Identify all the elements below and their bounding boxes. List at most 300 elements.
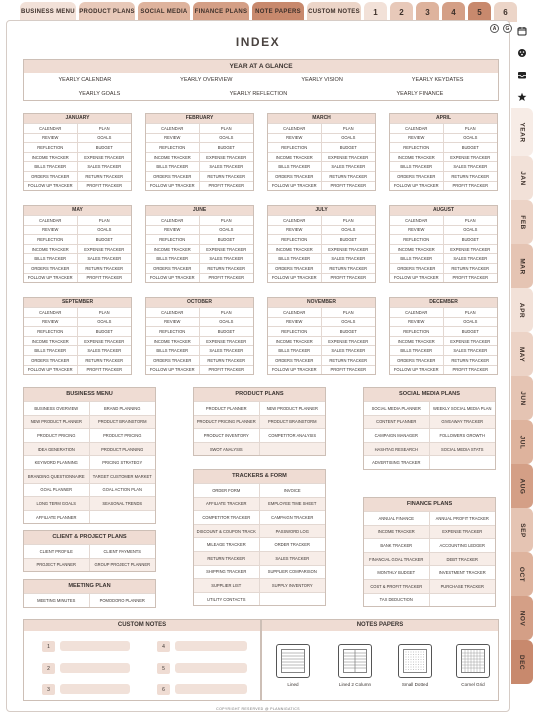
month-link-plan[interactable]: PLAN [322,307,376,317]
month-link-orders-tracker[interactable]: ORDERS TRACKER [146,171,200,181]
month-link-budget[interactable]: BUDGET [78,142,132,152]
link-yearly-keydates[interactable]: YEARLY KEYDATES [411,77,464,83]
month-link-income-tracker[interactable]: INCOME TRACKER [268,244,322,254]
month-link-plan[interactable]: PLAN [78,123,132,133]
custom-note-4-field[interactable] [175,641,247,651]
month-link-goals[interactable]: GOALS [444,133,498,143]
side-tab-sep[interactable]: SEP [511,508,533,552]
month-link-review[interactable]: REVIEW [146,225,200,235]
social-media-link-advertising-tracker[interactable]: ADVERTISING TRACKER [364,455,430,469]
month-link-profit-tracker[interactable]: PROFIT TRACKER [444,273,498,283]
month-link-review[interactable]: REVIEW [24,225,78,235]
social-media-link-weekly-social-media-plan[interactable]: WEEKLY SOCIAL MEDIA PLAN [430,401,496,415]
month-link-review[interactable]: REVIEW [24,317,78,327]
client-project-link-client-profile[interactable]: CLIENT PROFILE [24,544,90,558]
month-link-income-tracker[interactable]: INCOME TRACKER [268,152,322,162]
month-link-income-tracker[interactable]: INCOME TRACKER [24,336,78,346]
month-link-income-tracker[interactable]: INCOME TRACKER [390,152,444,162]
month-link-budget[interactable]: BUDGET [78,234,132,244]
link-yearly-calendar[interactable]: YEARLY CALENDAR [58,77,112,83]
month-link-follow-up-tracker[interactable]: FOLLOW UP TRACKER [24,365,78,375]
tab-note-5[interactable]: 5 [468,2,491,22]
month-link-bills-tracker[interactable]: BILLS TRACKER [24,345,78,355]
month-link-expense-tracker[interactable]: EXPENSE TRACKER [78,244,132,254]
side-tab-dec[interactable]: DEC [511,640,533,684]
business-menu-link-brand-planning[interactable]: BRAND PLANNING [90,401,156,415]
month-link-return-tracker[interactable]: RETURN TRACKER [444,355,498,365]
finance-plans-link-accounting-ledger[interactable]: ACCOUNTING LEDGER [430,538,496,552]
business-menu-link-long-term-goals[interactable]: LONG TERM GOALS [24,496,90,510]
month-link-return-tracker[interactable]: RETURN TRACKER [200,171,254,181]
month-link-follow-up-tracker[interactable]: FOLLOW UP TRACKER [146,181,200,191]
month-link-plan[interactable]: PLAN [444,307,498,317]
side-tab-oct[interactable]: OCT [511,552,533,596]
month-link-goals[interactable]: GOALS [200,317,254,327]
trackers-form-link-supplier-list[interactable]: SUPPLIER LIST [194,578,260,592]
month-link-plan[interactable]: PLAN [444,215,498,225]
month-link-budget[interactable]: BUDGET [444,142,498,152]
month-link-bills-tracker[interactable]: BILLS TRACKER [268,253,322,263]
month-link-return-tracker[interactable]: RETURN TRACKER [322,355,376,365]
month-link-plan[interactable]: PLAN [78,307,132,317]
finance-plans-link-debt-tracker[interactable]: DEBT TRACKER [430,552,496,566]
month-link-orders-tracker[interactable]: ORDERS TRACKER [24,171,78,181]
finance-plans-link-monthly-budget[interactable]: MONTHLY BUDGET [364,565,430,579]
trackers-form-link-discount-coupon-track[interactable]: DISCOUNT & COUPON TRACK [194,524,260,538]
month-link-return-tracker[interactable]: RETURN TRACKER [200,263,254,273]
month-title[interactable]: APRIL [390,114,497,123]
month-link-income-tracker[interactable]: INCOME TRACKER [24,244,78,254]
month-title[interactable]: FEBRUARY [146,114,253,123]
a-icon[interactable]: A [490,24,499,33]
month-link-expense-tracker[interactable]: EXPENSE TRACKER [322,152,376,162]
month-link-income-tracker[interactable]: INCOME TRACKER [146,244,200,254]
side-tab-jun[interactable]: JUN [511,376,533,420]
month-link-profit-tracker[interactable]: PROFIT TRACKER [322,181,376,191]
month-link-orders-tracker[interactable]: ORDERS TRACKER [146,355,200,365]
month-link-follow-up-tracker[interactable]: FOLLOW UP TRACKER [268,365,322,375]
month-link-profit-tracker[interactable]: PROFIT TRACKER [78,273,132,283]
month-link-sales-tracker[interactable]: SALES TRACKER [78,161,132,171]
month-title[interactable]: JULY [268,206,375,215]
month-title[interactable]: SEPTEMBER [24,298,131,307]
month-link-reflection[interactable]: REFLECTION [146,142,200,152]
month-link-profit-tracker[interactable]: PROFIT TRACKER [200,273,254,283]
month-link-income-tracker[interactable]: INCOME TRACKER [24,152,78,162]
month-link-calendar[interactable]: CALENDAR [24,307,78,317]
month-link-budget[interactable]: BUDGET [200,234,254,244]
month-link-return-tracker[interactable]: RETURN TRACKER [200,355,254,365]
month-link-orders-tracker[interactable]: ORDERS TRACKER [24,263,78,273]
custom-note-3-field[interactable] [60,684,130,694]
tab-note-6[interactable]: 6 [494,2,517,22]
month-link-bills-tracker[interactable]: BILLS TRACKER [390,345,444,355]
month-link-expense-tracker[interactable]: EXPENSE TRACKER [78,336,132,346]
product-plans-link-competitor-analysis[interactable]: COMPETITOR ANALYSIS [260,428,326,442]
month-link-return-tracker[interactable]: RETURN TRACKER [78,171,132,181]
month-link-sales-tracker[interactable]: SALES TRACKER [322,161,376,171]
month-link-profit-tracker[interactable]: PROFIT TRACKER [322,365,376,375]
business-menu-link-target-customer-market[interactable]: TARGET CUSTOMER MARKET [90,469,156,483]
month-link-expense-tracker[interactable]: EXPENSE TRACKER [322,244,376,254]
side-tab-mar[interactable]: MAR [511,244,533,288]
side-tab-may[interactable]: MAY [511,332,533,376]
star-icon[interactable] [511,86,533,108]
month-link-profit-tracker[interactable]: PROFIT TRACKER [322,273,376,283]
month-link-sales-tracker[interactable]: SALES TRACKER [322,345,376,355]
custom-notes [23,619,261,701]
meeting-plan-link-meeting-minutes[interactable]: MEETING MINUTES [24,593,90,607]
client-project-link-group-project-planner[interactable]: GROUP PROJECT PLANNER [90,558,156,572]
month-link-sales-tracker[interactable]: SALES TRACKER [444,161,498,171]
trackers-form-link-shipping-tracker[interactable]: SHIPPING TRACKER [194,565,260,579]
month-link-plan[interactable]: PLAN [78,215,132,225]
inbox-icon[interactable] [511,64,533,86]
trackers-form-link-order-tracker[interactable]: ORDER TRACKER [260,537,326,551]
month-link-reflection[interactable]: REFLECTION [390,142,444,152]
month-link-review[interactable]: REVIEW [390,225,444,235]
month-link-reflection[interactable]: REFLECTION [24,142,78,152]
month-link-review[interactable]: REVIEW [390,317,444,327]
month-link-orders-tracker[interactable]: ORDERS TRACKER [146,263,200,273]
finance-plans-link-purchase-tracker[interactable]: PURCHASE TRACKER [430,579,496,593]
tab-product-plans[interactable]: PRODUCT PLANS [79,2,135,22]
trackers-form-link-affiliate-tracker[interactable]: AFFILIATE TRACKER [194,497,260,511]
business-menu-link-seasonal-trends[interactable]: SEASONAL TRENDS [90,496,156,510]
month-link-sales-tracker[interactable]: SALES TRACKER [200,253,254,263]
side-tab-year[interactable]: YEAR [511,108,533,156]
month-link-bills-tracker[interactable]: BILLS TRACKER [390,253,444,263]
paper-lined-2-column-label: Lined 2 Column [338,682,372,687]
month-link-return-tracker[interactable]: RETURN TRACKER [322,263,376,273]
finance-plans-link-financial-goal-tracker[interactable]: FINANCIAL GOAL TRACKER [364,552,430,566]
trackers-form-link-employee-time-sheet[interactable]: EMPLOYEE TIME SHEET [260,497,326,511]
tab-note-3[interactable]: 3 [416,2,439,22]
product-plans-link-new-product-planner[interactable]: NEW PRODUCT PLANNER [260,401,326,415]
trackers-form-link-return-tracker[interactable]: RETURN TRACKER [194,551,260,565]
month-title[interactable]: MARCH [268,114,375,123]
month-link-profit-tracker[interactable]: PROFIT TRACKER [444,181,498,191]
business-menu-link-pricing-strategy[interactable]: PRICING STRATEGY [90,455,156,469]
paper-lined-icon[interactable] [276,644,310,678]
month-link-bills-tracker[interactable]: BILLS TRACKER [268,345,322,355]
month-link-expense-tracker[interactable]: EXPENSE TRACKER [322,336,376,346]
month-title[interactable]: JANUARY [24,114,131,123]
business-menu-link-business-overview[interactable]: BUSINESS OVERVIEW [24,401,90,415]
month-link-bills-tracker[interactable]: BILLS TRACKER [390,161,444,171]
trackers-form-link-supplier-comparison[interactable]: SUPPLIER COMPARISON [260,565,326,579]
month-link-budget[interactable]: BUDGET [322,326,376,336]
month-link-goals[interactable]: GOALS [200,133,254,143]
business-menu-link-branding-questionnaire[interactable]: BRANDING QUESTIONNAIRE [24,469,90,483]
month-link-review[interactable]: REVIEW [268,317,322,327]
month-link-orders-tracker[interactable]: ORDERS TRACKER [390,171,444,181]
month-link-expense-tracker[interactable]: EXPENSE TRACKER [444,244,498,254]
month-link-calendar[interactable]: CALENDAR [24,215,78,225]
month-link-return-tracker[interactable]: RETURN TRACKER [78,355,132,365]
link-yearly-reflection[interactable]: YEARLY REFLECTION [229,91,288,97]
month-link-reflection[interactable]: REFLECTION [390,326,444,336]
side-tab-apr[interactable]: APR [511,288,533,332]
social-media-link-hashtag-research[interactable]: HASHTAG RESEARCH [364,442,430,456]
custom-note-2-field[interactable] [60,663,130,673]
palette-icon[interactable] [511,42,533,64]
side-tab-aug[interactable]: AUG [511,464,533,508]
business-menu-link-new-product-planner[interactable]: NEW PRODUCT PLANNER [24,415,90,429]
month-link-follow-up-tracker[interactable]: FOLLOW UP TRACKER [268,273,322,283]
month-link-review[interactable]: REVIEW [268,133,322,143]
trackers-form-link-sales-tracker[interactable]: SALES TRACKER [260,551,326,565]
business-menu-link-product-pricing[interactable]: PRODUCT PRICING [90,428,156,442]
finance-plans-link-tax-deduction[interactable]: TAX DEDUCTION [364,593,430,607]
business-menu-link-affiliate-planner[interactable]: AFFILIATE PLANNER [24,510,90,524]
month-link-orders-tracker[interactable]: ORDERS TRACKER [268,355,322,365]
custom-note-1-field[interactable] [60,641,130,651]
month-link-sales-tracker[interactable]: SALES TRACKER [444,253,498,263]
month-link-orders-tracker[interactable]: ORDERS TRACKER [268,171,322,181]
month-link-goals[interactable]: GOALS [78,133,132,143]
month-link-income-tracker[interactable]: INCOME TRACKER [268,336,322,346]
month-link-reflection[interactable]: REFLECTION [146,326,200,336]
tab-note-2[interactable]: 2 [390,2,413,22]
month-link-budget[interactable]: BUDGET [200,326,254,336]
trackers-form-link-order-form[interactable]: ORDER FORM [194,483,260,497]
month-link-plan[interactable]: PLAN [444,123,498,133]
social-media-link-followers-growth[interactable]: FOLLOWERS GROWTH [430,428,496,442]
month-link-follow-up-tracker[interactable]: FOLLOW UP TRACKER [268,181,322,191]
month-link-review[interactable]: REVIEW [146,133,200,143]
month-title[interactable]: AUGUST [390,206,497,215]
paper-lined-2-column-icon[interactable] [338,644,372,678]
month-link-expense-tracker[interactable]: EXPENSE TRACKER [200,152,254,162]
month-link-profit-tracker[interactable]: PROFIT TRACKER [78,365,132,375]
month-link-income-tracker[interactable]: INCOME TRACKER [146,152,200,162]
month-link-bills-tracker[interactable]: BILLS TRACKER [24,253,78,263]
month-link-goals[interactable]: GOALS [444,317,498,327]
trackers-form-link-utility-contacts[interactable]: UTILITY CONTACTS [194,592,260,606]
month-link-plan[interactable]: PLAN [322,123,376,133]
month-title[interactable]: NOVEMBER [268,298,375,307]
product-plans-link-product-brainstorm[interactable]: PRODUCT BRAINSTORM [260,415,326,429]
month-link-return-tracker[interactable]: RETURN TRACKER [322,171,376,181]
month-link-sales-tracker[interactable]: SALES TRACKER [200,161,254,171]
tab-business-menu[interactable]: BUSINESS MENU [20,2,76,22]
month-link-calendar[interactable]: CALENDAR [268,215,322,225]
trackers-form-link-mileage-tracker[interactable]: MILEAGE TRACKER [194,537,260,551]
business-menu-link-keyword-planning[interactable]: KEYWORD PLANNING [24,455,90,469]
month-link-bills-tracker[interactable]: BILLS TRACKER [146,345,200,355]
tab-note-1[interactable]: 1 [364,2,387,22]
social-media-link-social-media-planner[interactable]: SOCIAL MEDIA PLANNER [364,401,430,415]
month-link-orders-tracker[interactable]: ORDERS TRACKER [390,355,444,365]
month-link-sales-tracker[interactable]: SALES TRACKER [322,253,376,263]
tab-social-media[interactable]: SOCIAL MEDIA [138,2,190,22]
month-link-return-tracker[interactable]: RETURN TRACKER [444,263,498,273]
month-link-reflection[interactable]: REFLECTION [268,234,322,244]
month-link-bills-tracker[interactable]: BILLS TRACKER [146,253,200,263]
month-link-plan[interactable]: PLAN [200,123,254,133]
tab-note-4[interactable]: 4 [442,2,465,22]
month-link-expense-tracker[interactable]: EXPENSE TRACKER [444,152,498,162]
month-link-orders-tracker[interactable]: ORDERS TRACKER [24,355,78,365]
month-link-goals[interactable]: GOALS [78,225,132,235]
month-link-profit-tracker[interactable]: PROFIT TRACKER [200,365,254,375]
month-link-reflection[interactable]: REFLECTION [268,326,322,336]
month-link-bills-tracker[interactable]: BILLS TRACKER [146,161,200,171]
custom-note-5-field[interactable] [175,663,247,673]
month-title[interactable]: MAY [24,206,131,215]
month-link-bills-tracker[interactable]: BILLS TRACKER [268,161,322,171]
finance-plans-link-annual-profit-tracker[interactable]: ANNUAL PROFIT TRACKER [430,511,496,525]
product-plans-link-product-inventory[interactable]: PRODUCT INVENTORY [194,428,260,442]
month-link-income-tracker[interactable]: INCOME TRACKER [390,336,444,346]
month-link-expense-tracker[interactable]: EXPENSE TRACKER [444,336,498,346]
month-link-calendar[interactable]: CALENDAR [268,307,322,317]
link-yearly-overview[interactable]: YEARLY OVERVIEW [180,77,233,83]
custom-note-6-field[interactable] [175,684,247,694]
meeting-plan [23,579,156,608]
side-tab-jul[interactable]: JUL [511,420,533,464]
month-link-sales-tracker[interactable]: SALES TRACKER [78,345,132,355]
calendar-icon[interactable] [511,20,533,42]
side-tab-jan[interactable]: JAN [511,156,533,200]
month-link-calendar[interactable]: CALENDAR [146,123,200,133]
month-link-expense-tracker[interactable]: EXPENSE TRACKER [200,244,254,254]
finance-plans-link-investment-tracker[interactable]: INVESTMENT TRACKER [430,565,496,579]
month-link-profit-tracker[interactable]: PROFIT TRACKER [78,181,132,191]
social-media-link-social-media-stats[interactable]: SOCIAL MEDIA STATS [430,442,496,456]
month-link-review[interactable]: REVIEW [146,317,200,327]
month-link-plan[interactable]: PLAN [200,215,254,225]
month-link-plan[interactable]: PLAN [322,215,376,225]
month-link-follow-up-tracker[interactable]: FOLLOW UP TRACKER [24,181,78,191]
product-plans-link-product-pricing-planner[interactable]: PRODUCT PRICING PLANNER [194,415,260,429]
month-link-goals[interactable]: GOALS [200,225,254,235]
month-link-follow-up-tracker[interactable]: FOLLOW UP TRACKER [146,365,200,375]
month-link-sales-tracker[interactable]: SALES TRACKER [200,345,254,355]
finance-plans-link-income-tracker[interactable]: INCOME TRACKER [364,525,430,539]
tab-finance-plans[interactable]: FINANCE PLANS [193,2,249,22]
social-media-link-campaign-manager[interactable]: CAMPAIGN MANAGER [364,428,430,442]
finance-plans-link-expense-tracker[interactable]: EXPENSE TRACKER [430,525,496,539]
month-link-income-tracker[interactable]: INCOME TRACKER [146,336,200,346]
month-link-calendar[interactable]: CALENDAR [390,307,444,317]
month-link-calendar[interactable]: CALENDAR [24,123,78,133]
month-link-follow-up-tracker[interactable]: FOLLOW UP TRACKER [390,273,444,283]
month-link-calendar[interactable]: CALENDAR [268,123,322,133]
social-media-link-giveaway-tracker[interactable]: GIVEAWAY TRACKER [430,415,496,429]
business-menu-link-goal-planner[interactable]: GOAL PLANNER [24,483,90,497]
month-title[interactable]: JUNE [146,206,253,215]
month-link-sales-tracker[interactable]: SALES TRACKER [444,345,498,355]
month-link-calendar[interactable]: CALENDAR [146,215,200,225]
month-link-goals[interactable]: GOALS [322,225,376,235]
month-link-calendar[interactable]: CALENDAR [390,123,444,133]
link-yearly-goals[interactable]: YEARLY GOALS [78,91,121,97]
month-link-calendar[interactable]: CALENDAR [390,215,444,225]
month-link-goals[interactable]: GOALS [444,225,498,235]
trackers-form-link-invoice[interactable]: INVOICE [260,483,326,497]
month-link-follow-up-tracker[interactable]: FOLLOW UP TRACKER [24,273,78,283]
side-tab-nov[interactable]: NOV [511,596,533,640]
social-media-link-content-planner[interactable]: CONTENT PLANNER [364,415,430,429]
month-link-budget[interactable]: BUDGET [444,326,498,336]
trackers-form-link-password-log[interactable]: PASSWORD LOG [260,524,326,538]
month-link-calendar[interactable]: CALENDAR [146,307,200,317]
month-link-follow-up-tracker[interactable]: FOLLOW UP TRACKER [390,365,444,375]
month-link-plan[interactable]: PLAN [200,307,254,317]
month-link-orders-tracker[interactable]: ORDERS TRACKER [268,263,322,273]
business-menu-link-goal-action-plan[interactable]: GOAL ACTION PLAN [90,483,156,497]
month-link-goals[interactable]: GOALS [322,317,376,327]
link-yearly-vision[interactable]: YEARLY VISION [301,77,343,83]
client-project-link-client-payments[interactable]: CLIENT PAYMENTS [90,544,156,558]
finance-plans-link-annual-finance[interactable]: ANNUAL FINANCE [364,511,430,525]
month-link-review[interactable]: REVIEW [268,225,322,235]
month-link-bills-tracker[interactable]: BILLS TRACKER [24,161,78,171]
month-link-budget[interactable]: BUDGET [322,234,376,244]
link-yearly-finance[interactable]: YEARLY FINANCE [396,91,444,97]
product-plans-link-swot-analysis[interactable]: SWOT ANALYSIS [194,442,260,456]
month-link-budget[interactable]: BUDGET [200,142,254,152]
month-link-budget[interactable]: BUDGET [78,326,132,336]
month-title[interactable]: DECEMBER [390,298,497,307]
month-link-goals[interactable]: GOALS [322,133,376,143]
month-link-reflection[interactable]: REFLECTION [146,234,200,244]
product-plans-link-product-planner[interactable]: PRODUCT PLANNER [194,401,260,415]
month-link-reflection[interactable]: REFLECTION [268,142,322,152]
month-link-budget[interactable]: BUDGET [322,142,376,152]
paper-cornel-grid-icon[interactable] [456,644,490,678]
month-link-review[interactable]: REVIEW [24,133,78,143]
month-link-sales-tracker[interactable]: SALES TRACKER [78,253,132,263]
business-menu-link-product-brainstorm[interactable]: PRODUCT BRAINSTORM [90,415,156,429]
tab-custom-notes[interactable]: CUSTOM NOTES [307,2,361,22]
month-link-reflection[interactable]: REFLECTION [24,234,78,244]
business-menu-link-product-planning[interactable]: PRODUCT PLANNING [90,442,156,456]
tab-note-papers[interactable]: NOTE PAPERS [252,2,304,22]
month-link-profit-tracker[interactable]: PROFIT TRACKER [200,181,254,191]
month-link-budget[interactable]: BUDGET [444,234,498,244]
trackers-form-link-supply-inventory[interactable]: SUPPLY INVENTORY [260,578,326,592]
month-title[interactable]: OCTOBER [146,298,253,307]
finance-plans-link-cost-profit-tracker[interactable]: COST & PROFIT TRACKER [364,579,430,593]
trackers-form-link-competitor-tracker[interactable]: COMPETITOR TRACKER [194,510,260,524]
finance-plans-link-bank-tracker[interactable]: BANK TRACKER [364,538,430,552]
month-link-follow-up-tracker[interactable]: FOLLOW UP TRACKER [390,181,444,191]
month-link-income-tracker[interactable]: INCOME TRACKER [390,244,444,254]
month-link-goals[interactable]: GOALS [78,317,132,327]
business-menu-link-product-pricing[interactable]: PRODUCT PRICING [24,428,90,442]
month-link-profit-tracker[interactable]: PROFIT TRACKER [444,365,498,375]
month-link-expense-tracker[interactable]: EXPENSE TRACKER [78,152,132,162]
month-link-expense-tracker[interactable]: EXPENSE TRACKER [200,336,254,346]
month-link-review[interactable]: REVIEW [390,133,444,143]
month-link-return-tracker[interactable]: RETURN TRACKER [444,171,498,181]
month-link-orders-tracker[interactable]: ORDERS TRACKER [390,263,444,273]
g-icon[interactable]: G [503,24,512,33]
trackers-form-link-campaign-tracker[interactable]: CAMPAIGN TRACKER [260,510,326,524]
month-link-reflection[interactable]: REFLECTION [390,234,444,244]
month-link-follow-up-tracker[interactable]: FOLLOW UP TRACKER [146,273,200,283]
side-tab-feb[interactable]: FEB [511,200,533,244]
month-link-return-tracker[interactable]: RETURN TRACKER [78,263,132,273]
business-menu-link-idea-generation[interactable]: IDEA GENERATION [24,442,90,456]
month-link-reflection[interactable]: REFLECTION [24,326,78,336]
meeting-plan-link-pomodoro-planner[interactable]: POMODORO PLANNER [90,593,156,607]
client-project-link-project-planner[interactable]: PROJECT PLANNER [24,558,90,572]
paper-small-dotted-icon[interactable] [398,644,432,678]
